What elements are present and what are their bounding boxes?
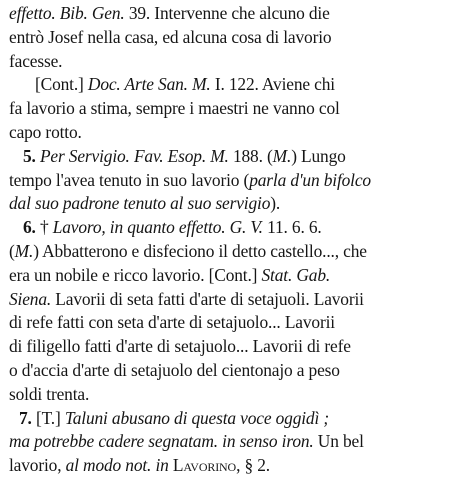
text-segment: soldi trenta. <box>9 383 90 404</box>
text-segment: 188. ( <box>228 145 273 166</box>
text-segment: [Cont.] <box>35 74 88 95</box>
text-segment: Lavorino <box>168 455 237 476</box>
text-segment: Per Servigio. Fav. Esop. M. <box>35 145 229 166</box>
text-segment: [T.] <box>31 407 65 428</box>
text-segment: effetto. Bib. Gen. <box>9 3 125 23</box>
text-line <box>9 359 467 383</box>
text-segment: Taluni abusano di questa voce oggidì ; <box>64 407 329 428</box>
text-segment: Un bel <box>313 431 364 452</box>
text-segment: era un nobile e ricco lavorio. [Cont.] <box>9 264 262 285</box>
text-segment: di filigello fatti d'arte di setajuolo... Lavorii di refe <box>9 336 351 357</box>
text-segment: ( <box>9 240 15 261</box>
text-line <box>9 288 467 312</box>
text-segment: 6. <box>23 217 36 238</box>
text-segment: dal suo padrone tenuto al suo servigio <box>9 193 271 214</box>
text-segment: M. <box>14 240 34 261</box>
text-segment: Siena. <box>9 288 52 309</box>
text-line <box>9 430 467 454</box>
text-line <box>9 240 467 264</box>
text-segment: fa lavorio a stima, sempre i maestri ne vanno col <box>9 98 340 119</box>
text-line <box>9 121 467 145</box>
text-segment: Doc. Arte San. M. <box>87 74 211 95</box>
text-segment: , § 2. <box>236 455 270 476</box>
text-line <box>9 383 467 407</box>
text-segment: capo rotto. <box>9 121 82 142</box>
sense-heading-line <box>9 145 467 169</box>
text-line <box>9 26 467 50</box>
text-segment: ) Abbatterono e disfeciono il detto castello..., che <box>33 240 367 261</box>
text-segment: entrò Josef nella casa, ed alcuna cosa di lavorio <box>9 26 332 47</box>
text-segment: Stat. Gab. <box>261 264 331 285</box>
text-segment: di refe fatti con seta d'arte di setajuolo... Lavorii <box>9 312 335 333</box>
sense-heading-line <box>9 216 467 240</box>
text-segment: M. <box>272 145 292 166</box>
text-segment: ) Lungo <box>291 145 346 166</box>
text-segment: o d'accia d'arte di setajuolo del cientonajo a peso <box>9 359 340 380</box>
text-line <box>9 169 467 193</box>
text-segment: I. 122. Aviene chi <box>210 74 335 95</box>
text-line <box>9 311 467 335</box>
text-segment: tempo l'avea tenuto in suo lavorio ( <box>9 169 250 190</box>
text-line <box>9 192 467 216</box>
text-segment: 11. 6. 6. <box>262 217 322 238</box>
text-line <box>9 2 467 26</box>
text-segment: parla d'un bifolco <box>249 169 371 190</box>
text-line <box>9 264 467 288</box>
text-segment: al modo not. in <box>65 455 169 476</box>
text-segment: Lavorii di seta fatti d'arte di setajuoli. Lavorii <box>51 288 364 309</box>
text-segment: facesse. <box>9 50 63 71</box>
text-segment: ). <box>270 193 281 214</box>
text-segment: Lavoro, in quanto effetto. G. V. <box>52 217 263 238</box>
text-segment: lavorio, <box>9 455 66 476</box>
citation-line <box>9 73 467 97</box>
dictionary-page <box>9 2 467 478</box>
text-segment: 7. <box>19 407 32 428</box>
text-line <box>9 454 467 478</box>
text-line <box>9 97 467 121</box>
text-line <box>9 335 467 359</box>
sense-heading-line <box>9 407 467 431</box>
text-segment: 5. <box>23 145 36 166</box>
text-segment: 39. Intervenne che alcuno die <box>124 3 330 23</box>
text-line <box>9 50 467 74</box>
text-segment: † <box>35 217 53 238</box>
text-segment: ma potrebbe cadere segnatam. in senso iron. <box>9 431 314 452</box>
